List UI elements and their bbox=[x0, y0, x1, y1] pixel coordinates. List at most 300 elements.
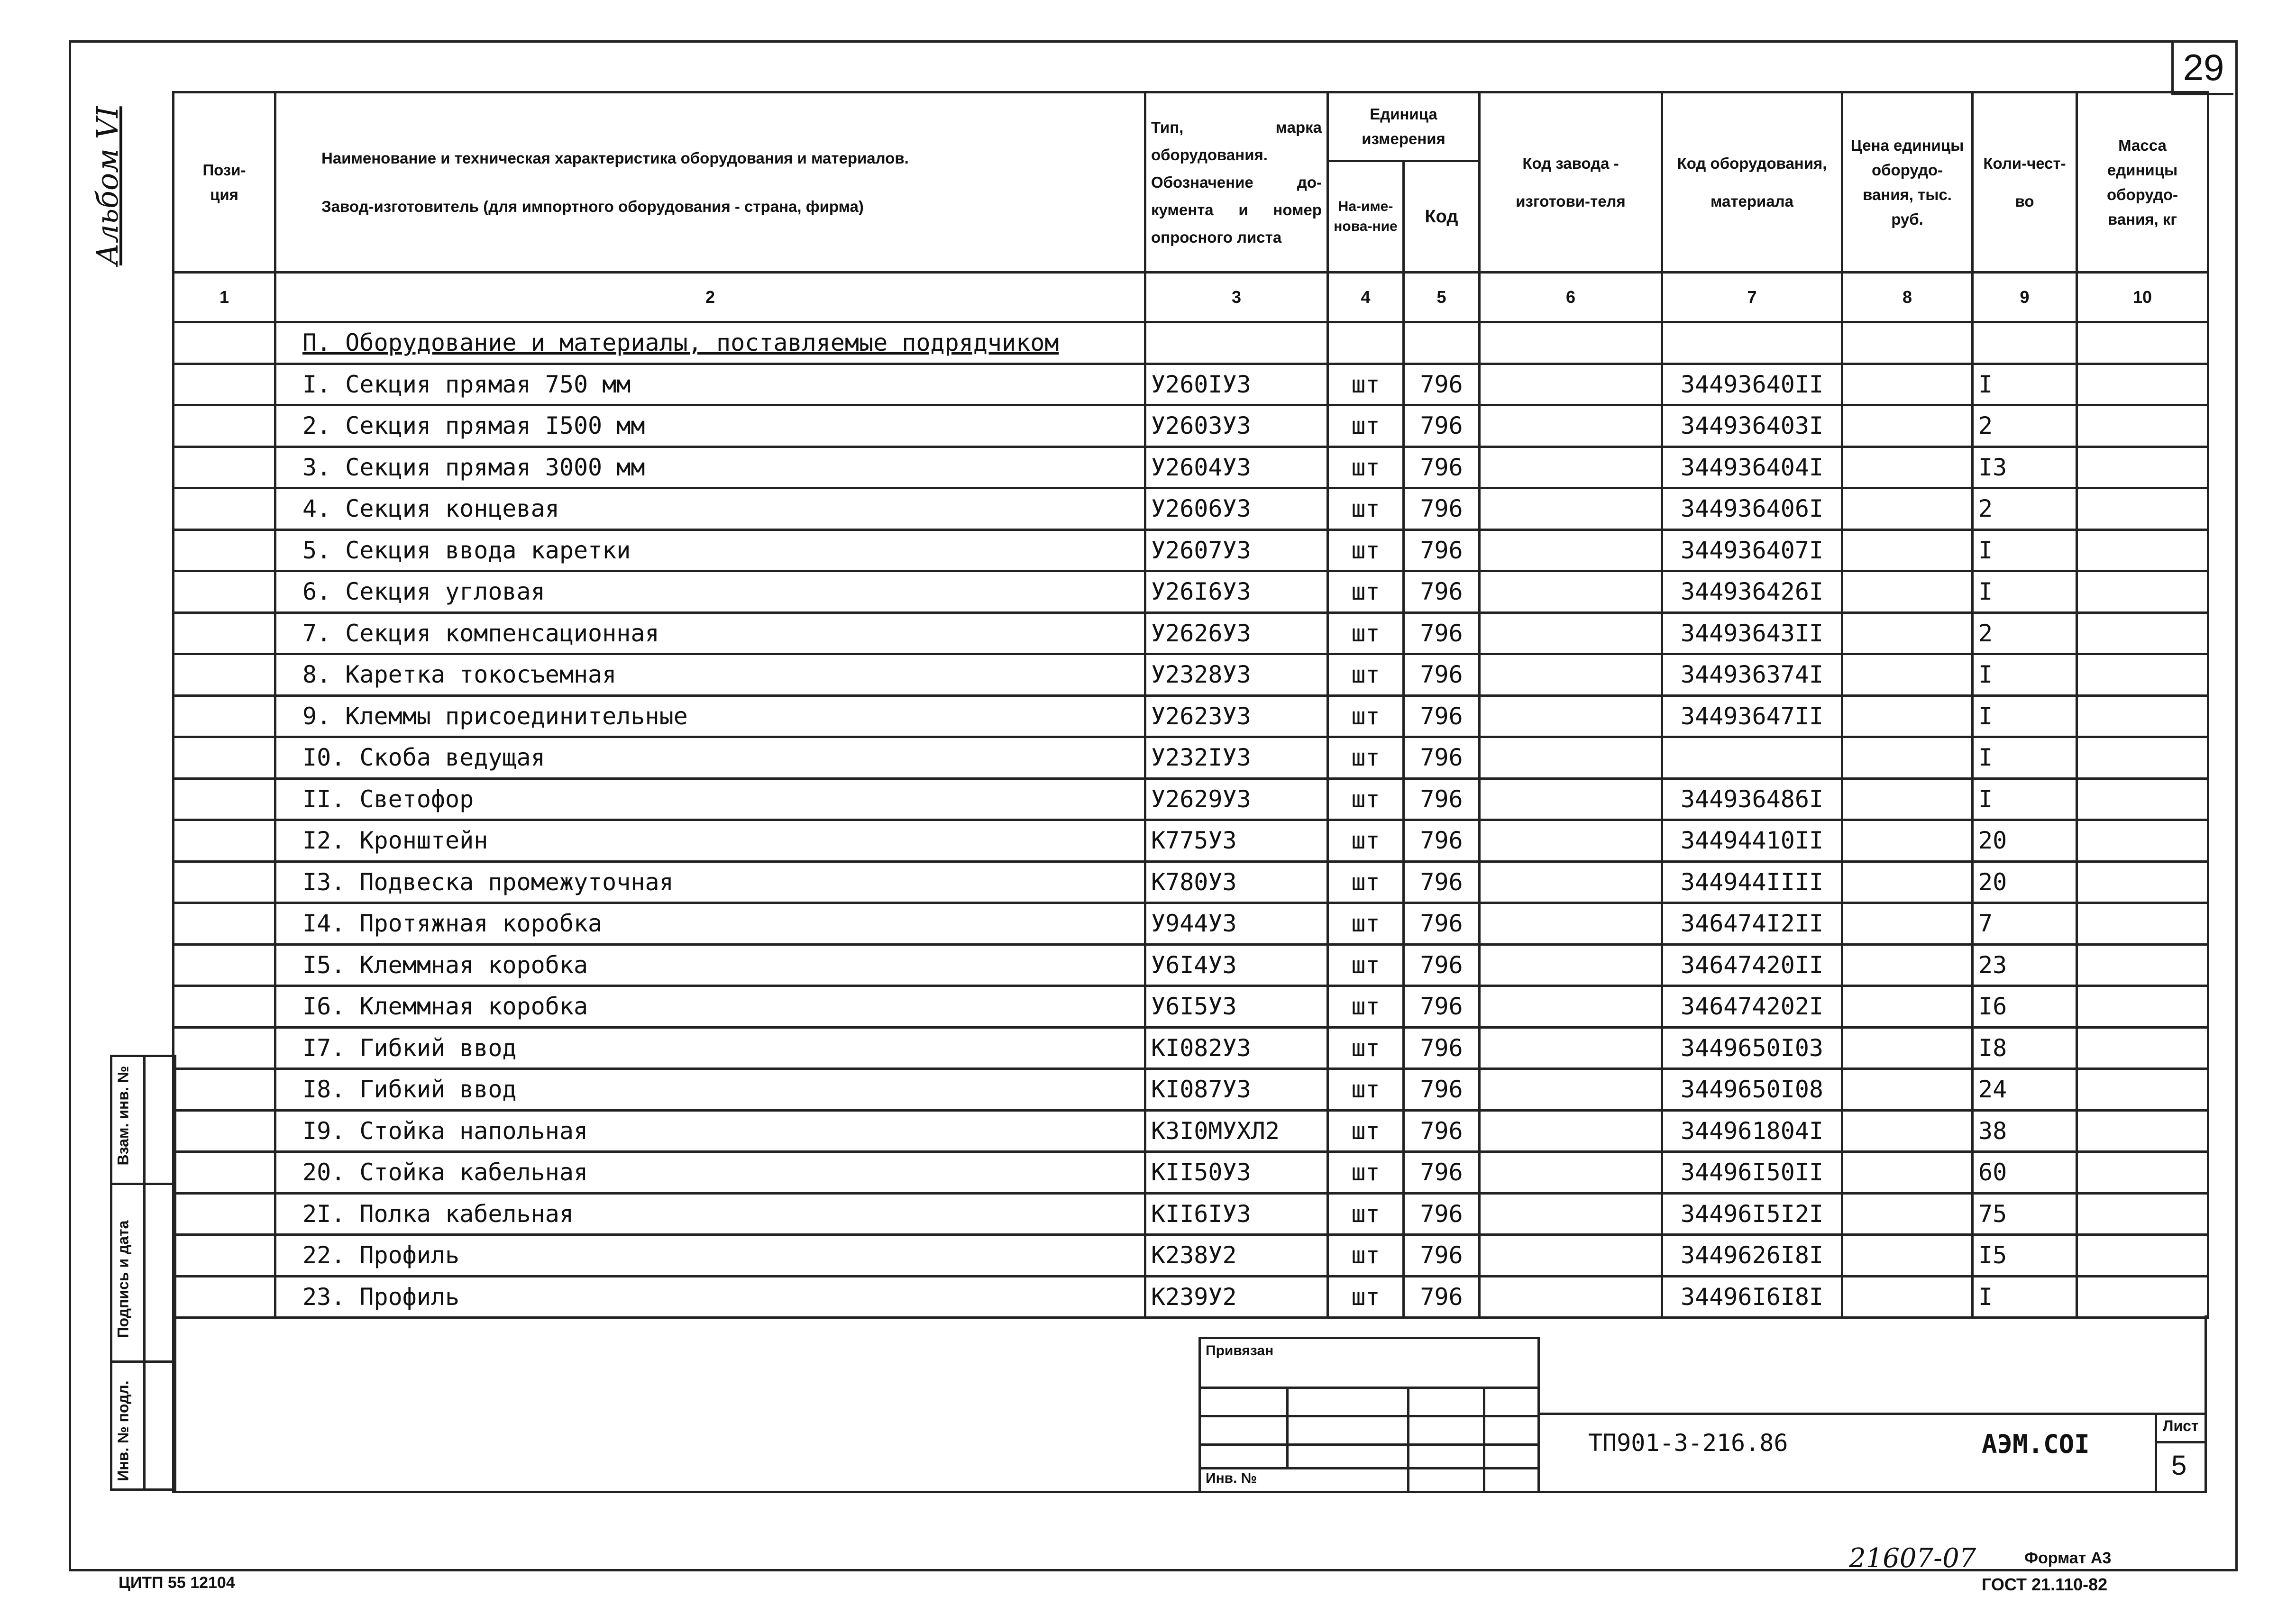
row-equipment-code: 344936406I bbox=[1662, 488, 1842, 530]
row-equipment-code: 346474202I bbox=[1662, 986, 1842, 1028]
row-position bbox=[174, 654, 275, 696]
row-price bbox=[1842, 447, 1973, 488]
row-name: 4. Секция концевая bbox=[275, 488, 1145, 530]
row-mass bbox=[2077, 944, 2208, 986]
header-row bbox=[174, 92, 2208, 161]
row-factory-code bbox=[1480, 778, 1662, 820]
row-factory-code bbox=[1480, 654, 1662, 696]
row-unit: шт bbox=[1328, 1193, 1404, 1235]
row-factory-code bbox=[1480, 1110, 1662, 1152]
row-quantity: 20 bbox=[1973, 861, 2077, 903]
row-name: I. Секция прямая 750 мм bbox=[275, 364, 1145, 405]
table-row bbox=[174, 364, 2208, 405]
header-factory-code: Код завода - изготови-теля bbox=[1480, 92, 1662, 273]
row-name: I9. Стойка напольная bbox=[275, 1110, 1145, 1152]
row-unit: шт bbox=[1328, 1069, 1404, 1111]
row-position bbox=[174, 1110, 275, 1152]
row-unit: шт bbox=[1328, 1235, 1404, 1277]
row-equipment-code: 344936426I bbox=[1662, 571, 1842, 613]
table-row bbox=[174, 695, 2208, 737]
row-mass bbox=[2077, 903, 2208, 945]
table-row bbox=[174, 1069, 2208, 1111]
table-row bbox=[174, 820, 2208, 862]
row-factory-code bbox=[1480, 488, 1662, 530]
header-price: Цена единицы оборудо-вания, тыс. руб. bbox=[1842, 92, 1973, 273]
colnum: 1 bbox=[174, 273, 275, 322]
row-equipment-code: 34494410II bbox=[1662, 820, 1842, 862]
row-mass bbox=[2077, 488, 2208, 530]
row-name: 2. Секция прямая I500 мм bbox=[275, 405, 1145, 447]
row-position bbox=[174, 1027, 275, 1069]
row-position bbox=[174, 1193, 275, 1235]
header-type: Тип, марка оборудования. Обозначение до-кумента и номер опросного листа bbox=[1145, 92, 1328, 273]
footer-gost: ГОСТ 21.110-82 bbox=[1982, 1575, 2108, 1594]
row-equipment-code: 344936486I bbox=[1662, 778, 1842, 820]
section-empty bbox=[1662, 322, 1842, 364]
row-name: 5. Секция ввода каретки bbox=[275, 529, 1145, 571]
row-unit-code: 796 bbox=[1404, 1235, 1480, 1277]
row-price bbox=[1842, 778, 1973, 820]
row-mass bbox=[2077, 1152, 2208, 1194]
colnum: 10 bbox=[2077, 273, 2208, 322]
row-position bbox=[174, 571, 275, 613]
header-unit: Единица измерения bbox=[1328, 92, 1480, 161]
section-row bbox=[174, 322, 2208, 364]
row-quantity: 24 bbox=[1973, 1069, 2077, 1111]
row-factory-code bbox=[1480, 986, 1662, 1028]
header-unit-code: Код bbox=[1404, 161, 1480, 273]
colnum: 4 bbox=[1328, 273, 1404, 322]
row-unit-code: 796 bbox=[1404, 1110, 1480, 1152]
colnum: 6 bbox=[1480, 273, 1662, 322]
column-numbers-row bbox=[174, 273, 2208, 322]
row-type: У2603УЗ bbox=[1145, 405, 1328, 447]
row-name: 3. Секция прямая 3000 мм bbox=[275, 447, 1145, 488]
row-quantity: I6 bbox=[1973, 986, 2077, 1028]
row-factory-code bbox=[1480, 1152, 1662, 1194]
row-type: К775УЗ bbox=[1145, 820, 1328, 862]
row-mass bbox=[2077, 405, 2208, 447]
row-quantity: I bbox=[1973, 695, 2077, 737]
row-factory-code bbox=[1480, 364, 1662, 405]
row-position bbox=[174, 1276, 275, 1318]
row-mass bbox=[2077, 612, 2208, 654]
row-name: I4. Протяжная коробка bbox=[275, 903, 1145, 945]
row-unit-code: 796 bbox=[1404, 571, 1480, 613]
row-name: I3. Подвеска промежуточная bbox=[275, 861, 1145, 903]
row-unit: шт bbox=[1328, 861, 1404, 903]
row-type: У944УЗ bbox=[1145, 903, 1328, 945]
row-price bbox=[1842, 820, 1973, 862]
row-price bbox=[1842, 1152, 1973, 1194]
row-name: I2. Кронштейн bbox=[275, 820, 1145, 862]
podpis-label: Подпись и дата bbox=[114, 1220, 132, 1338]
row-unit: шт bbox=[1328, 944, 1404, 986]
row-mass bbox=[2077, 571, 2208, 613]
section-empty bbox=[2077, 322, 2208, 364]
row-quantity: 20 bbox=[1973, 820, 2077, 862]
row-equipment-code: 346474I2II bbox=[1662, 903, 1842, 945]
table-row bbox=[174, 1027, 2208, 1069]
row-name: 2I. Полка кабельная bbox=[275, 1193, 1145, 1235]
row-price bbox=[1842, 1193, 1973, 1235]
row-unit: шт bbox=[1328, 695, 1404, 737]
row-unit: шт bbox=[1328, 986, 1404, 1028]
row-unit-code: 796 bbox=[1404, 654, 1480, 696]
section-pos bbox=[174, 322, 275, 364]
row-quantity: 2 bbox=[1973, 405, 2077, 447]
row-unit: шт bbox=[1328, 654, 1404, 696]
row-equipment-code: 34647420II bbox=[1662, 944, 1842, 986]
row-mass bbox=[2077, 1235, 2208, 1277]
colnum: 9 bbox=[1973, 273, 2077, 322]
row-mass bbox=[2077, 1110, 2208, 1152]
section-empty bbox=[1842, 322, 1973, 364]
doc-code: ТП901-3-216.86 bbox=[1588, 1429, 1788, 1457]
row-name: II. Светофор bbox=[275, 778, 1145, 820]
row-equipment-code: 34493640II bbox=[1662, 364, 1842, 405]
row-equipment-code: 3449650I03 bbox=[1662, 1027, 1842, 1069]
row-unit: шт bbox=[1328, 1110, 1404, 1152]
row-position bbox=[174, 903, 275, 945]
row-name: I8. Гибкий ввод bbox=[275, 1069, 1145, 1111]
row-price bbox=[1842, 737, 1973, 779]
album-label: Альбом VI bbox=[90, 106, 125, 265]
row-quantity: 75 bbox=[1973, 1193, 2077, 1235]
row-price bbox=[1842, 654, 1973, 696]
row-type: У232IУЗ bbox=[1145, 737, 1328, 779]
header-mass: Масса единицы оборудо-вания, кг bbox=[2077, 92, 2208, 273]
colnum: 7 bbox=[1662, 273, 1842, 322]
row-equipment-code: 34493647II bbox=[1662, 695, 1842, 737]
row-price bbox=[1842, 1276, 1973, 1318]
row-type: У260IУЗ bbox=[1145, 364, 1328, 405]
row-quantity: 7 bbox=[1973, 903, 2077, 945]
row-price bbox=[1842, 1110, 1973, 1152]
row-factory-code bbox=[1480, 405, 1662, 447]
row-position bbox=[174, 944, 275, 986]
row-type: У2607УЗ bbox=[1145, 529, 1328, 571]
row-unit-code: 796 bbox=[1404, 1027, 1480, 1069]
row-price bbox=[1842, 488, 1973, 530]
row-name: I5. Клеммная коробка bbox=[275, 944, 1145, 986]
row-price bbox=[1842, 405, 1973, 447]
row-mass bbox=[2077, 1193, 2208, 1235]
row-type: У2626УЗ bbox=[1145, 612, 1328, 654]
row-equipment-code: 34496I5I2I bbox=[1662, 1193, 1842, 1235]
footer-handwritten: 21607-07 bbox=[1849, 1543, 1976, 1574]
row-equipment-code bbox=[1662, 737, 1842, 779]
row-mass bbox=[2077, 778, 2208, 820]
row-type: У6I4УЗ bbox=[1145, 944, 1328, 986]
row-name: 23. Профиль bbox=[275, 1276, 1145, 1318]
row-name: I7. Гибкий ввод bbox=[275, 1027, 1145, 1069]
row-type: КI087УЗ bbox=[1145, 1069, 1328, 1111]
table-row bbox=[174, 1276, 2208, 1318]
row-unit: шт bbox=[1328, 778, 1404, 820]
row-unit: шт bbox=[1328, 1276, 1404, 1318]
row-position bbox=[174, 778, 275, 820]
row-position bbox=[174, 1069, 275, 1111]
row-quantity: I bbox=[1973, 529, 2077, 571]
row-name: 7. Секция компенсационная bbox=[275, 612, 1145, 654]
row-mass bbox=[2077, 1027, 2208, 1069]
row-equipment-code: 344936404I bbox=[1662, 447, 1842, 488]
row-unit: шт bbox=[1328, 364, 1404, 405]
row-unit-code: 796 bbox=[1404, 778, 1480, 820]
inv-no-label: Инв. № bbox=[1206, 1470, 1257, 1486]
footer-format: Формат А3 bbox=[2024, 1549, 2112, 1567]
row-mass bbox=[2077, 447, 2208, 488]
row-unit-code: 796 bbox=[1404, 944, 1480, 986]
colnum: 5 bbox=[1404, 273, 1480, 322]
section-empty bbox=[1145, 322, 1328, 364]
table-row bbox=[174, 488, 2208, 530]
row-factory-code bbox=[1480, 737, 1662, 779]
row-type: У2629УЗ bbox=[1145, 778, 1328, 820]
row-price bbox=[1842, 903, 1973, 945]
row-position bbox=[174, 364, 275, 405]
row-mass bbox=[2077, 861, 2208, 903]
row-mass bbox=[2077, 654, 2208, 696]
row-unit: шт bbox=[1328, 488, 1404, 530]
row-name: 8. Каретка токосъемная bbox=[275, 654, 1145, 696]
row-equipment-code: 34496I6I8I bbox=[1662, 1276, 1842, 1318]
header-position: Пози- ция bbox=[174, 92, 275, 273]
row-type: У2623УЗ bbox=[1145, 695, 1328, 737]
row-name: I0. Скоба ведущая bbox=[275, 737, 1145, 779]
row-unit: шт bbox=[1328, 529, 1404, 571]
row-factory-code bbox=[1480, 612, 1662, 654]
row-position bbox=[174, 405, 275, 447]
row-factory-code bbox=[1480, 447, 1662, 488]
row-type: КII50УЗ bbox=[1145, 1152, 1328, 1194]
table-row bbox=[174, 1235, 2208, 1277]
row-unit-code: 796 bbox=[1404, 488, 1480, 530]
row-unit-code: 796 bbox=[1404, 861, 1480, 903]
row-unit: шт bbox=[1328, 1027, 1404, 1069]
colnum: 8 bbox=[1842, 273, 1973, 322]
section-empty bbox=[1328, 322, 1404, 364]
header-quantity: Коли-чест-во bbox=[1973, 92, 2077, 273]
row-unit-code: 796 bbox=[1404, 986, 1480, 1028]
row-factory-code bbox=[1480, 820, 1662, 862]
privyazan-block bbox=[1198, 1337, 1540, 1493]
row-position bbox=[174, 820, 275, 862]
row-unit-code: 796 bbox=[1404, 529, 1480, 571]
row-unit: шт bbox=[1328, 820, 1404, 862]
row-unit-code: 796 bbox=[1404, 737, 1480, 779]
row-name: 22. Профиль bbox=[275, 1235, 1145, 1277]
table-row bbox=[174, 612, 2208, 654]
row-unit: шт bbox=[1328, 405, 1404, 447]
row-quantity: 38 bbox=[1973, 1110, 2077, 1152]
table-row bbox=[174, 654, 2208, 696]
row-name: I6. Клеммная коробка bbox=[275, 986, 1145, 1028]
row-quantity: I bbox=[1973, 571, 2077, 613]
table-row bbox=[174, 944, 2208, 986]
row-quantity: I8 bbox=[1973, 1027, 2077, 1069]
header-unit-name: На-име-нова-ние bbox=[1328, 161, 1404, 273]
row-unit: шт bbox=[1328, 1152, 1404, 1194]
section-title: П. Оборудование и материалы, поставляемые подрядчиком bbox=[275, 322, 1145, 364]
table-row bbox=[174, 447, 2208, 488]
row-quantity: I5 bbox=[1973, 1235, 2077, 1277]
row-quantity: 2 bbox=[1973, 612, 2077, 654]
row-equipment-code: 3449650I08 bbox=[1662, 1069, 1842, 1111]
list-box bbox=[2155, 1413, 2207, 1493]
header-equipment-code: Код оборудования, материала bbox=[1662, 92, 1842, 273]
table-row bbox=[174, 986, 2208, 1028]
row-price bbox=[1842, 1069, 1973, 1111]
row-equipment-code: 344944IIII bbox=[1662, 861, 1842, 903]
row-price bbox=[1842, 1027, 1973, 1069]
section-empty bbox=[1480, 322, 1662, 364]
row-price bbox=[1842, 861, 1973, 903]
sheet-number: 29 bbox=[2171, 42, 2233, 95]
row-name: 9. Клеммы присоединительные bbox=[275, 695, 1145, 737]
row-unit-code: 796 bbox=[1404, 447, 1480, 488]
table-row bbox=[174, 1152, 2208, 1194]
row-equipment-code: 3449626I8I bbox=[1662, 1235, 1842, 1277]
row-mass bbox=[2077, 695, 2208, 737]
table-row bbox=[174, 1110, 2208, 1152]
row-factory-code bbox=[1480, 1027, 1662, 1069]
row-equipment-code: 344936403I bbox=[1662, 405, 1842, 447]
row-unit-code: 796 bbox=[1404, 1276, 1480, 1318]
row-price bbox=[1842, 364, 1973, 405]
colnum: 2 bbox=[275, 273, 1145, 322]
row-equipment-code: 344936407I bbox=[1662, 529, 1842, 571]
row-name: 20. Стойка кабельная bbox=[275, 1152, 1145, 1194]
row-equipment-code: 34496I50II bbox=[1662, 1152, 1842, 1194]
row-type: К238У2 bbox=[1145, 1235, 1328, 1277]
row-unit-code: 796 bbox=[1404, 1152, 1480, 1194]
row-factory-code bbox=[1480, 571, 1662, 613]
row-quantity: I bbox=[1973, 737, 2077, 779]
row-factory-code bbox=[1480, 1069, 1662, 1111]
row-quantity: I bbox=[1973, 778, 2077, 820]
inv-podl-label: Инв. № подл. bbox=[114, 1380, 132, 1481]
row-mass bbox=[2077, 820, 2208, 862]
row-position bbox=[174, 1152, 275, 1194]
row-position bbox=[174, 447, 275, 488]
row-price bbox=[1842, 695, 1973, 737]
colnum: 3 bbox=[1145, 273, 1328, 322]
list-label: Лист bbox=[2163, 1417, 2199, 1434]
row-factory-code bbox=[1480, 903, 1662, 945]
row-factory-code bbox=[1480, 1193, 1662, 1235]
vzam-label: Взам. инв. № bbox=[114, 1066, 132, 1166]
row-type: КI082УЗ bbox=[1145, 1027, 1328, 1069]
row-type: К3I0МУХЛ2 bbox=[1145, 1110, 1328, 1152]
row-unit: шт bbox=[1328, 447, 1404, 488]
row-type: К780УЗ bbox=[1145, 861, 1328, 903]
row-unit-code: 796 bbox=[1404, 903, 1480, 945]
row-price bbox=[1842, 1235, 1973, 1277]
row-price bbox=[1842, 571, 1973, 613]
row-quantity: I3 bbox=[1973, 447, 2077, 488]
row-price bbox=[1842, 529, 1973, 571]
row-position bbox=[174, 737, 275, 779]
section-empty bbox=[1973, 322, 2077, 364]
row-position bbox=[174, 488, 275, 530]
row-quantity: I bbox=[1973, 654, 2077, 696]
row-mass bbox=[2077, 737, 2208, 779]
row-unit-code: 796 bbox=[1404, 364, 1480, 405]
row-type: У2328УЗ bbox=[1145, 654, 1328, 696]
row-factory-code bbox=[1480, 1235, 1662, 1277]
row-unit: шт bbox=[1328, 737, 1404, 779]
row-mass bbox=[2077, 1276, 2208, 1318]
row-quantity: I bbox=[1973, 364, 2077, 405]
row-type: У26I6УЗ bbox=[1145, 571, 1328, 613]
row-position bbox=[174, 612, 275, 654]
list-number: 5 bbox=[2171, 1450, 2187, 1481]
header-name: Наименование и техническая характеристика оборудования и материалов. Завод-изготовитель (для импортного оборудования - страна, фирма) bbox=[275, 92, 1145, 273]
privyazan-label: Привязан bbox=[1206, 1343, 1274, 1359]
row-unit: шт bbox=[1328, 571, 1404, 613]
row-type: КII6IУЗ bbox=[1145, 1193, 1328, 1235]
section-empty bbox=[1404, 322, 1480, 364]
row-type: У2606УЗ bbox=[1145, 488, 1328, 530]
row-unit-code: 796 bbox=[1404, 820, 1480, 862]
table-row bbox=[174, 861, 2208, 903]
row-position bbox=[174, 529, 275, 571]
row-position bbox=[174, 861, 275, 903]
row-unit-code: 796 bbox=[1404, 1069, 1480, 1111]
row-mass bbox=[2077, 986, 2208, 1028]
row-unit-code: 796 bbox=[1404, 1193, 1480, 1235]
table-row bbox=[174, 1193, 2208, 1235]
table-row bbox=[174, 529, 2208, 571]
row-price bbox=[1842, 612, 1973, 654]
row-unit-code: 796 bbox=[1404, 612, 1480, 654]
row-unit-code: 796 bbox=[1404, 695, 1480, 737]
specification-table bbox=[172, 91, 2209, 1319]
row-unit: шт bbox=[1328, 612, 1404, 654]
row-factory-code bbox=[1480, 695, 1662, 737]
row-price bbox=[1842, 944, 1973, 986]
row-type: К239У2 bbox=[1145, 1276, 1328, 1318]
row-equipment-code: 34493643II bbox=[1662, 612, 1842, 654]
row-type: У6I5УЗ bbox=[1145, 986, 1328, 1028]
table-row bbox=[174, 737, 2208, 779]
footer-org: ЦИТП 55 12104 bbox=[119, 1574, 235, 1592]
row-factory-code bbox=[1480, 861, 1662, 903]
table-row bbox=[174, 405, 2208, 447]
table-row bbox=[174, 571, 2208, 613]
row-equipment-code: 344961804I bbox=[1662, 1110, 1842, 1152]
row-quantity: 23 bbox=[1973, 944, 2077, 986]
row-factory-code bbox=[1480, 529, 1662, 571]
row-quantity: I bbox=[1973, 1276, 2077, 1318]
row-position bbox=[174, 986, 275, 1028]
row-factory-code bbox=[1480, 944, 1662, 986]
row-name: 6. Секция угловая bbox=[275, 571, 1145, 613]
row-unit-code: 796 bbox=[1404, 405, 1480, 447]
row-unit: шт bbox=[1328, 903, 1404, 945]
row-mass bbox=[2077, 529, 2208, 571]
row-equipment-code: 344936374I bbox=[1662, 654, 1842, 696]
row-position bbox=[174, 695, 275, 737]
row-mass bbox=[2077, 364, 2208, 405]
row-position bbox=[174, 1235, 275, 1277]
row-factory-code bbox=[1480, 1276, 1662, 1318]
doc-mark: АЭМ.СОI bbox=[1982, 1429, 2090, 1459]
row-type: У2604УЗ bbox=[1145, 447, 1328, 488]
row-quantity: 2 bbox=[1973, 488, 2077, 530]
